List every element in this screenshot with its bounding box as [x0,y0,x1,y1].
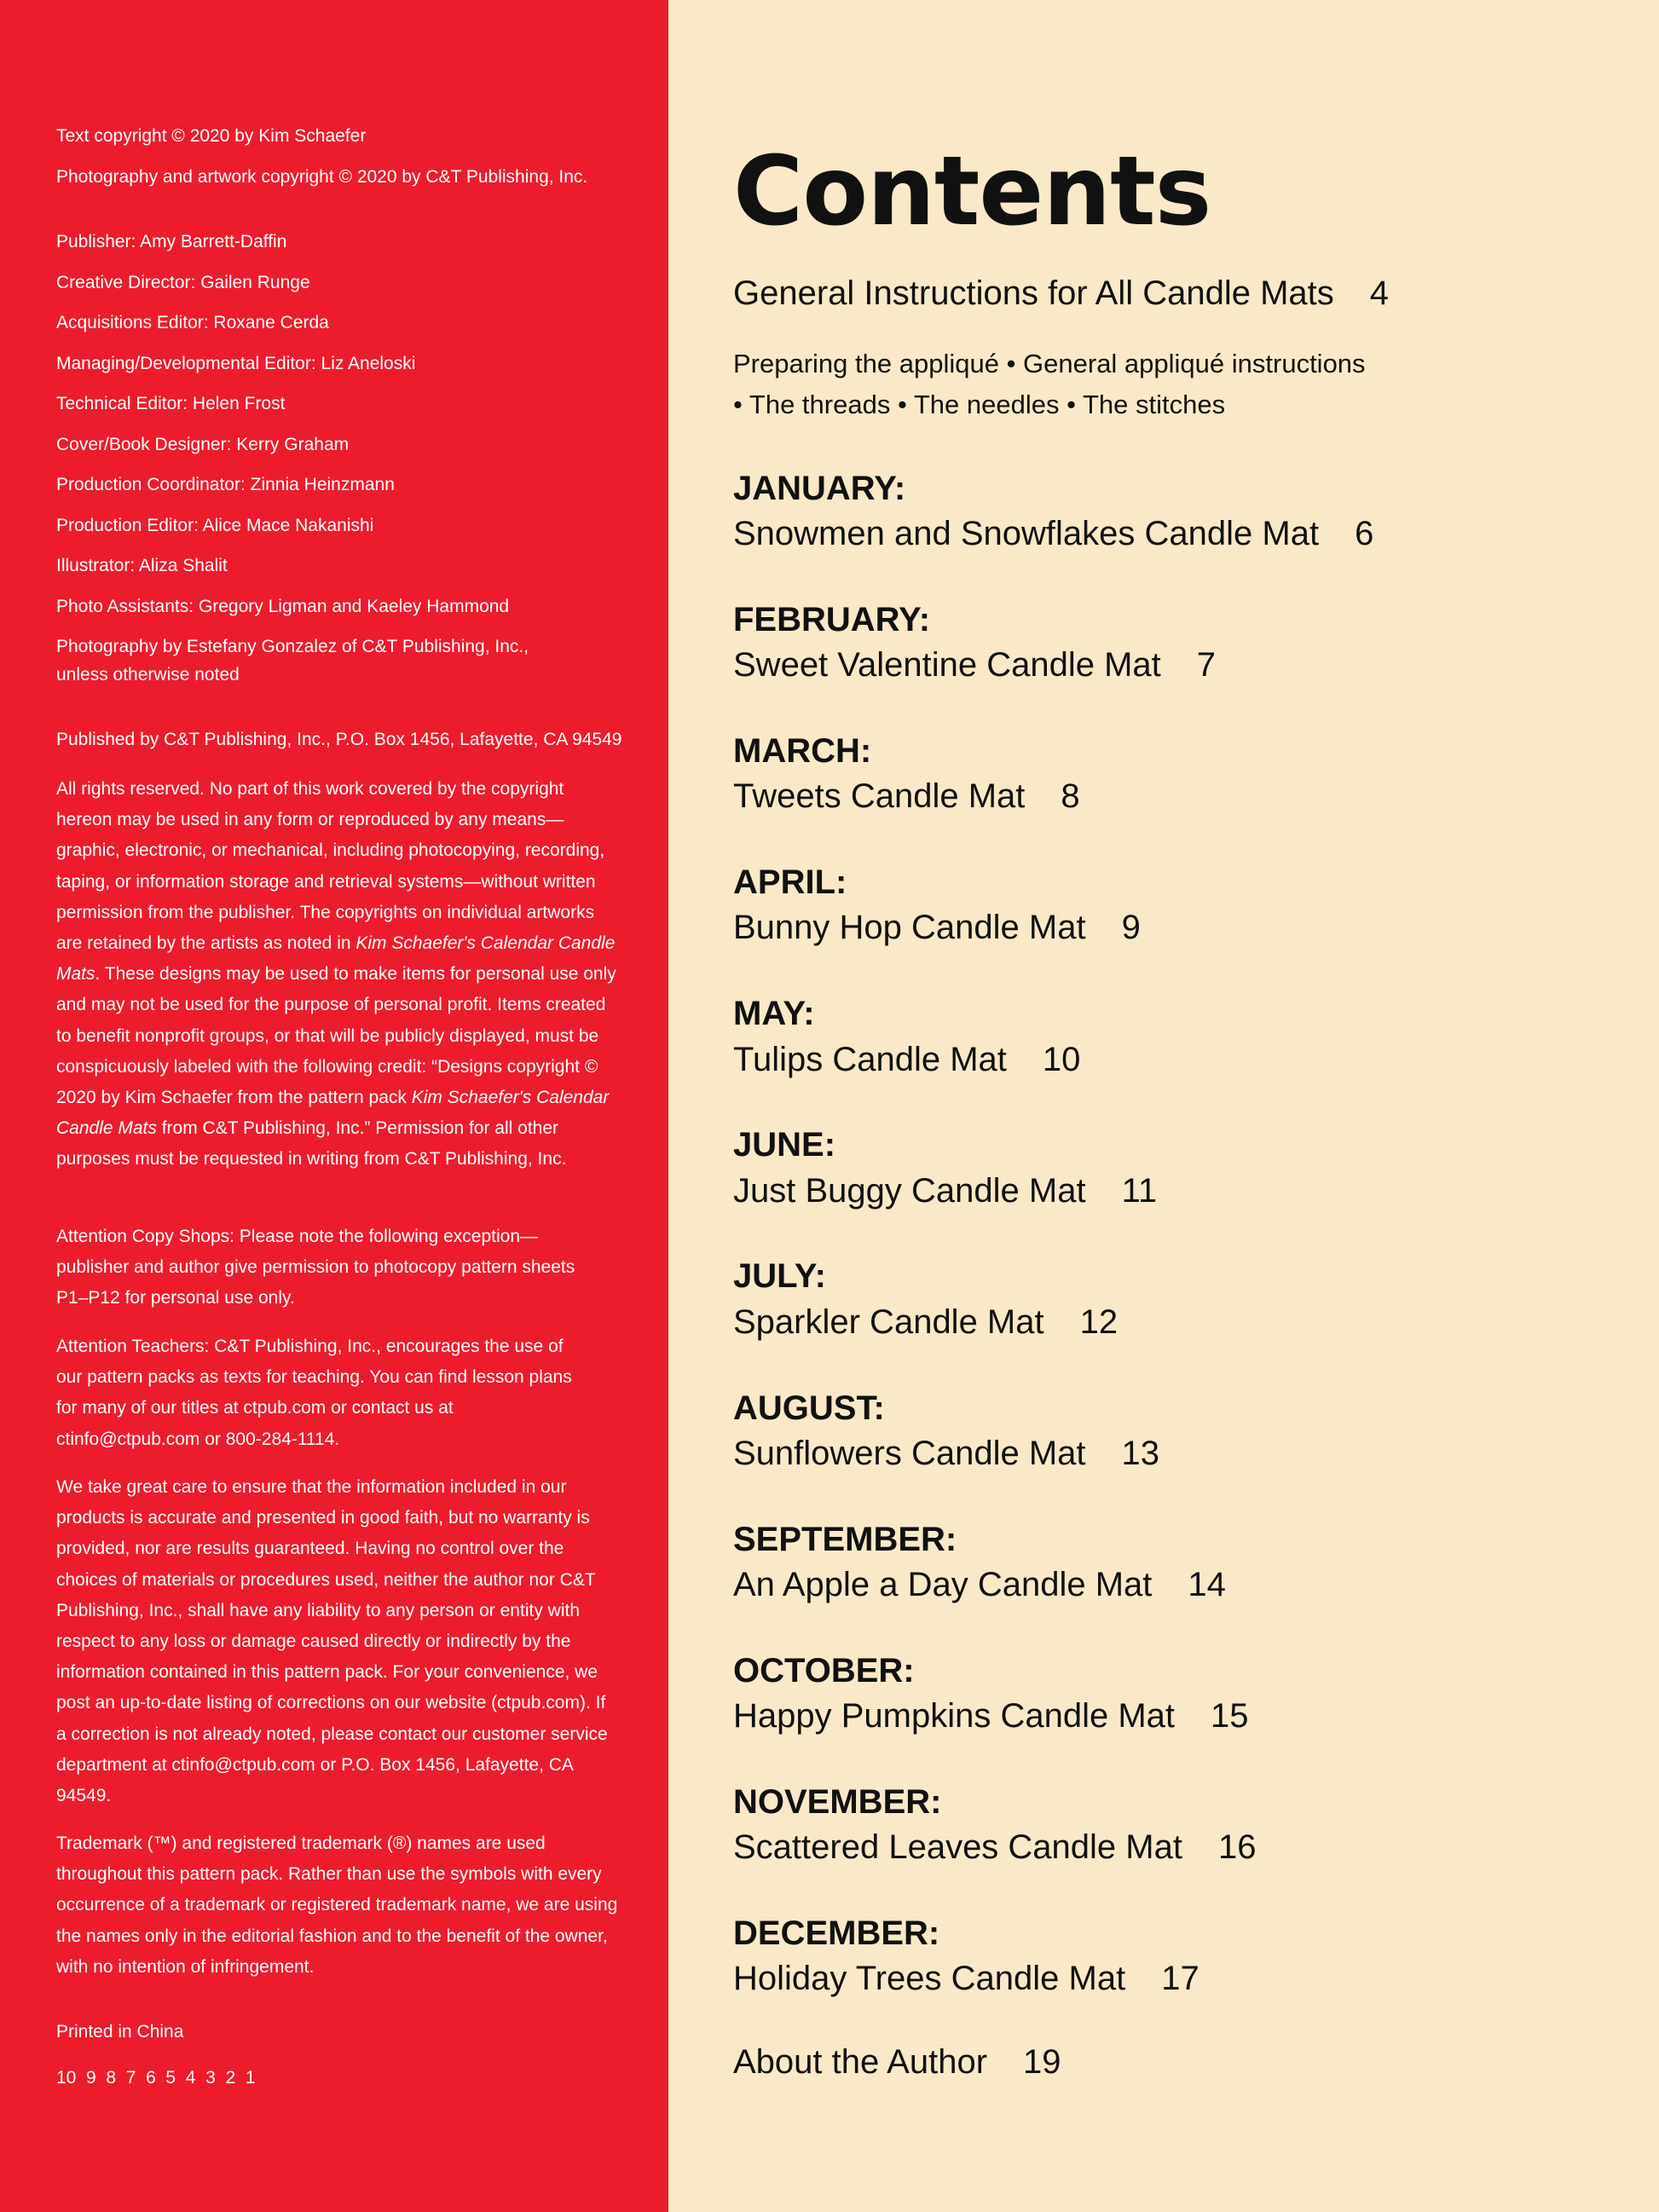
toc-page-number: 14 [1188,1566,1226,1603]
rights-paragraph: All rights reserved. No part of this work covered by the copyright hereon may be used in any form or reproduced by any means—graphic, electronic, or mechanical, including photocopying, recording, taping, or information storage and retrieval systems—without written permission from the publisher. The copyrights on individual artworks are retained by the artists as noted in Kim Schaefer's Calendar Candle Mats. These designs may be used to make items for personal use only and may not be used for the purpose of personal profit. Items created to benefit nonprofit groups, or that will be publicly displayed, must be conspicuously labeled with the following credit: “Designs copyright © 2020 by Kim Schaefer from the pattern pack Kim Schaefer's Calendar Candle Mats from C&T Publishing, Inc.” Permission for all other purposes must be requested in writing from C&T Publishing, Inc. [56,779,616,1170]
print-line: 10 9 8 7 6 5 4 3 2 1 [56,2068,256,2088]
credit-line: Cover/Book Designer: Kerry Graham [56,435,350,454]
toc-entry[interactable] [733,511,1373,556]
toc-entry[interactable] [733,1562,1226,1607]
toc-entry-title: An Apple a Day Candle Mat [733,1566,1153,1603]
toc-entry-title: Sunflowers Candle Mat [733,1435,1086,1472]
credit-line: Illustrator: Aliza Shalit [56,556,228,575]
toc-entry-title: Holiday Trees Candle Mat [733,1960,1126,1997]
toc-page-number: 4 [1369,274,1390,312]
toc-entry-title: Happy Pumpkins Candle Mat [733,1697,1176,1735]
toc-entry-title: Bunny Hop Candle Mat [733,909,1086,946]
month-heading: OCTOBER: [733,1652,915,1689]
toc-entry[interactable] [733,1431,1159,1476]
credit-line: Production Editor: Alice Mace Nakanishi [56,516,374,535]
toc-entry-about-author[interactable] [733,2040,1061,2084]
photo-copyright: Photography and artwork copyright © 2020 by C&T Publishing, Inc. [56,167,588,187]
toc-page-number: 13 [1121,1435,1160,1472]
photography-credit-note: unless otherwise noted [56,665,240,684]
toc-page-number: 16 [1217,1828,1257,1866]
toc-entry-title: About the Author [733,2043,988,2081]
toc-page-number: 7 [1196,646,1217,684]
toc-page-number: 15 [1211,1697,1249,1735]
toc-entry-title: Tweets Candle Mat [733,777,1026,815]
credit-line: Managing/Developmental Editor: Liz Aneloski [56,354,416,373]
toc-entry-title: Sweet Valentine Candle Mat [733,646,1161,684]
toc-subtopics: Preparing the appliqué • General appliqué instructions [733,349,1366,378]
toc-entry-title: Tulips Candle Mat [733,1041,1007,1078]
toc-page-number: 11 [1121,1172,1158,1210]
month-heading: SEPTEMBER: [733,1521,957,1558]
toc-entry[interactable] [733,1825,1256,1869]
copy-shops-paragraph: Attention Copy Shops: Please note the following exception—publisher and author give permission to photocopy pattern sheets P1–P12 for personal use only. [56,1227,575,1308]
teachers-paragraph: Attention Teachers: C&T Publishing, Inc., encourages the use of our pattern packs as texts for teaching. You can find lesson plans for many of our titles at ctpub.com or contact us at ctinfo@ctpub.com or 800-284-1114. [56,1337,572,1449]
toc-entry-title: Scattered Leaves Candle Mat [733,1828,1182,1866]
toc-entry[interactable] [733,1037,1080,1082]
month-heading: DECEMBER: [733,1915,940,1952]
toc-entry-general[interactable] [733,271,1389,315]
trademark-paragraph: Trademark (™) and registered trademark (®) names are used throughout this pattern pack. Rather than use the symbols with every occurrence of a trademark or registered trademark name, we are using the names only in the editorial fashion and to the benefit of the owner, with no intention of infringement. [56,1834,618,1977]
month-heading: MAY: [733,995,815,1032]
month-heading: JUNE: [733,1126,836,1164]
toc-entry[interactable] [733,1169,1157,1213]
credit-line: Acquisitions Editor: Roxane Cerda [56,313,329,332]
toc-page-number: 19 [1023,2043,1061,2081]
book-title-italic: Kim Schaefer's Calendar Candle Mats [56,933,616,985]
toc-page-number: 10 [1042,1041,1081,1078]
copyright-column [0,0,668,2212]
month-heading: MARCH: [733,732,872,770]
month-heading: APRIL: [733,863,847,901]
toc-entry[interactable] [733,643,1216,687]
credit-line: Technical Editor: Helen Frost [56,394,286,413]
month-heading: NOVEMBER: [733,1783,942,1821]
toc-entry-title: General Instructions for All Candle Mats [733,274,1334,312]
month-heading: JULY: [733,1257,826,1295]
disclaimer-paragraph: We take great care to ensure that the information included in our products is accurate and presented in good faith, but no warranty is provided, nor are results guaranteed. Having no control over the choices of materials or procedures used, neither the author nor C&T Publishing, Inc., shall have any liability to any person or entity with respect to any loss or damage caused directly or indirectly by the information contained in this pattern pack. For your convenience, we post an up-to-date listing of corrections on our website (ctpub.com). If a correction is not already noted, please contact our customer service department at ctinfo@ctpub.com or P.O. Box 1456, Lafayette, CA 94549. [56,1477,608,1806]
toc-entry[interactable] [733,1956,1199,2001]
credit-line: Photo Assistants: Gregory Ligman and Kaeley Hammond [56,597,510,616]
toc-entry[interactable] [733,774,1080,818]
toc-page-number: 9 [1121,909,1141,946]
toc-page-number: 12 [1079,1303,1119,1341]
toc-entry[interactable] [733,905,1141,950]
contents-column [668,0,1659,2212]
toc-subtopics: • The threads • The needles • The stitches [733,390,1226,419]
month-heading: FEBRUARY: [733,601,931,638]
toc-entry-title: Snowmen and Snowflakes Candle Mat [733,515,1320,552]
page-title: Contents [733,136,1211,247]
credit-line: Production Coordinator: Zinnia Heinzmann [56,475,395,494]
month-heading: AUGUST: [733,1389,885,1427]
toc-page-number: 6 [1355,515,1374,552]
credit-line: Creative Director: Gailen Runge [56,273,310,292]
toc-entry-title: Sparkler Candle Mat [733,1303,1044,1341]
credit-line: Publisher: Amy Barrett-Daffin [56,232,287,251]
toc-entry[interactable] [733,1300,1118,1344]
month-heading: JANUARY: [733,470,906,507]
published-by: Published by C&T Publishing, Inc., P.O. Box 1456, Lafayette, CA 94549 [56,730,622,749]
text-copyright: Text copyright © 2020 by Kim Schaefer [56,126,367,146]
toc-page-number: 8 [1061,777,1080,815]
photography-credit: Photography by Estefany Gonzalez of C&T Publishing, Inc., [56,637,529,656]
book-title-italic: Kim Schaefer's Calendar Candle Mats [56,1088,610,1139]
toc-page-number: 17 [1161,1960,1199,1997]
toc-entry[interactable] [733,1694,1249,1738]
printed-in: Printed in China [56,2022,184,2042]
toc-entry-title: Just Buggy Candle Mat [733,1172,1086,1210]
